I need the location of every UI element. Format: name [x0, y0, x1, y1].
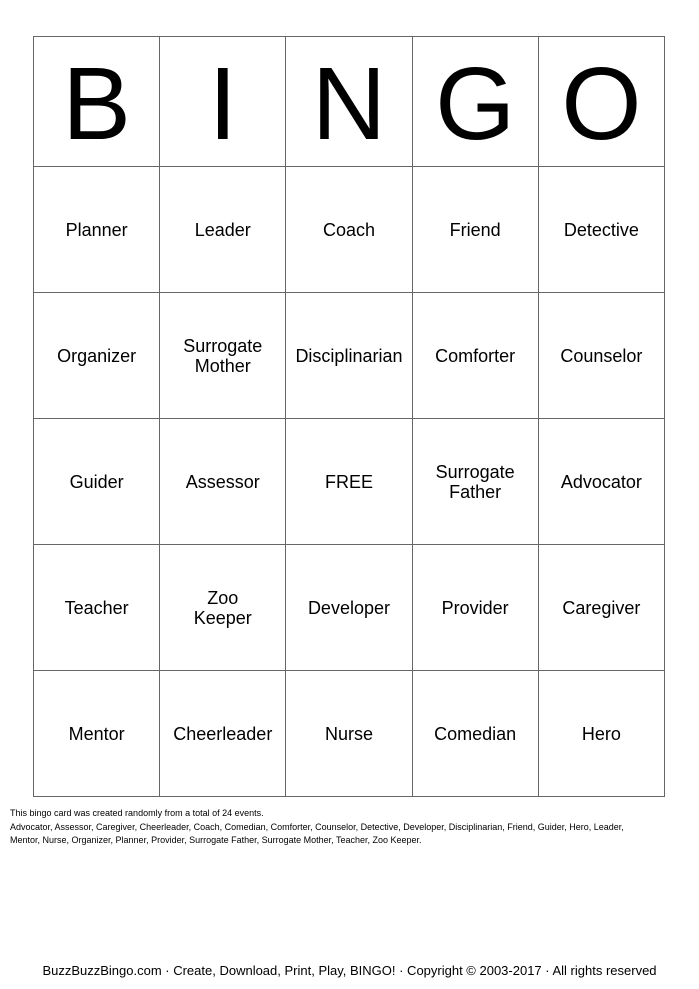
bingo-row: [34, 545, 665, 671]
bingo-cell: [538, 419, 664, 545]
bingo-cell: [34, 545, 160, 671]
cell-text: Surrogate Mother: [183, 335, 263, 376]
header-letter-n: N: [286, 37, 412, 167]
bingo-cell: [286, 545, 412, 671]
cell-text: Zoo Keeper: [193, 587, 252, 628]
bingo-cell: [286, 167, 412, 293]
bingo-cell: [286, 293, 412, 419]
bingo-cell: [160, 545, 286, 671]
cell-text: Caregiver: [562, 597, 641, 618]
header-letter-i: I: [160, 37, 286, 167]
bingo-cell: [412, 671, 538, 797]
bingo-cell: [34, 167, 160, 293]
cell-text: Disciplinarian: [295, 345, 403, 366]
bingo-cell: [286, 671, 412, 797]
cell-text: Comedian: [434, 723, 517, 744]
cell-text: Friend: [449, 219, 501, 240]
cell-text: FREE: [324, 471, 373, 492]
bingo-row: [34, 167, 665, 293]
header-letter-o: O: [538, 37, 664, 167]
bingo-cell: [160, 671, 286, 797]
cell-text: Surrogate Father: [435, 461, 515, 502]
bingo-cell: [412, 545, 538, 671]
cell-text: Hero: [581, 723, 621, 744]
cell-text: Leader: [194, 219, 251, 240]
cell-text: Counselor: [560, 345, 643, 366]
bingo-header-row: [34, 37, 665, 167]
bingo-cell: [160, 293, 286, 419]
bingo-row: [34, 671, 665, 797]
bingo-row: [34, 293, 665, 419]
bingo-row: [34, 419, 665, 545]
bingo-cell: [538, 545, 664, 671]
cell-text: Advocator: [560, 471, 642, 492]
bingo-cell: [538, 671, 664, 797]
bingo-card: [33, 36, 665, 797]
cell-text: Provider: [441, 597, 509, 618]
cell-text: Nurse: [324, 723, 373, 744]
bingo-cell: [412, 167, 538, 293]
cell-text: Assessor: [185, 471, 260, 492]
notes-event-list-line-2: Mentor, Nurse, Organizer, Planner, Provider, Surrogate Father, Surrogate Mother, Teacher, Zoo Keeper.: [10, 835, 422, 845]
free-space-cell: [286, 419, 412, 545]
cell-text: Comforter: [435, 345, 516, 366]
header-letter-b: B: [34, 37, 160, 167]
bingo-cell: [412, 293, 538, 419]
bingo-cell: [412, 419, 538, 545]
bingo-cell: [538, 167, 664, 293]
cell-text: Guider: [69, 471, 124, 492]
notes-intro: This bingo card was created randomly from a total of 24 events.: [10, 808, 264, 818]
cell-text: Teacher: [64, 597, 129, 618]
notes-event-list-line-1: Advocator, Assessor, Caregiver, Cheerleader, Coach, Comedian, Comforter, Counselor, Detective, Developer, Disciplinarian, Friend, Guider, Hero, Leader,: [10, 821, 624, 832]
footer: [0, 963, 699, 978]
bingo-cell: [538, 293, 664, 419]
header-letter-g: G: [412, 37, 538, 167]
card-notes: [10, 807, 624, 848]
cell-text: Planner: [65, 219, 128, 240]
bingo-cell: [34, 671, 160, 797]
cell-text: Organizer: [57, 345, 137, 366]
bingo-cell: [160, 167, 286, 293]
bingo-cell: [34, 419, 160, 545]
footer-text: BuzzBuzzBingo.com · Create, Download, Print, Play, BINGO! · Copyright © 2003-2017 · All rights reserved: [42, 963, 657, 978]
cell-text: Mentor: [68, 723, 125, 744]
cell-text: Coach: [322, 219, 375, 240]
bingo-cell: [160, 419, 286, 545]
bingo-cell: [34, 293, 160, 419]
cell-text: Developer: [307, 597, 390, 618]
cell-text: Cheerleader: [173, 723, 273, 744]
cell-text: Detective: [563, 219, 639, 240]
